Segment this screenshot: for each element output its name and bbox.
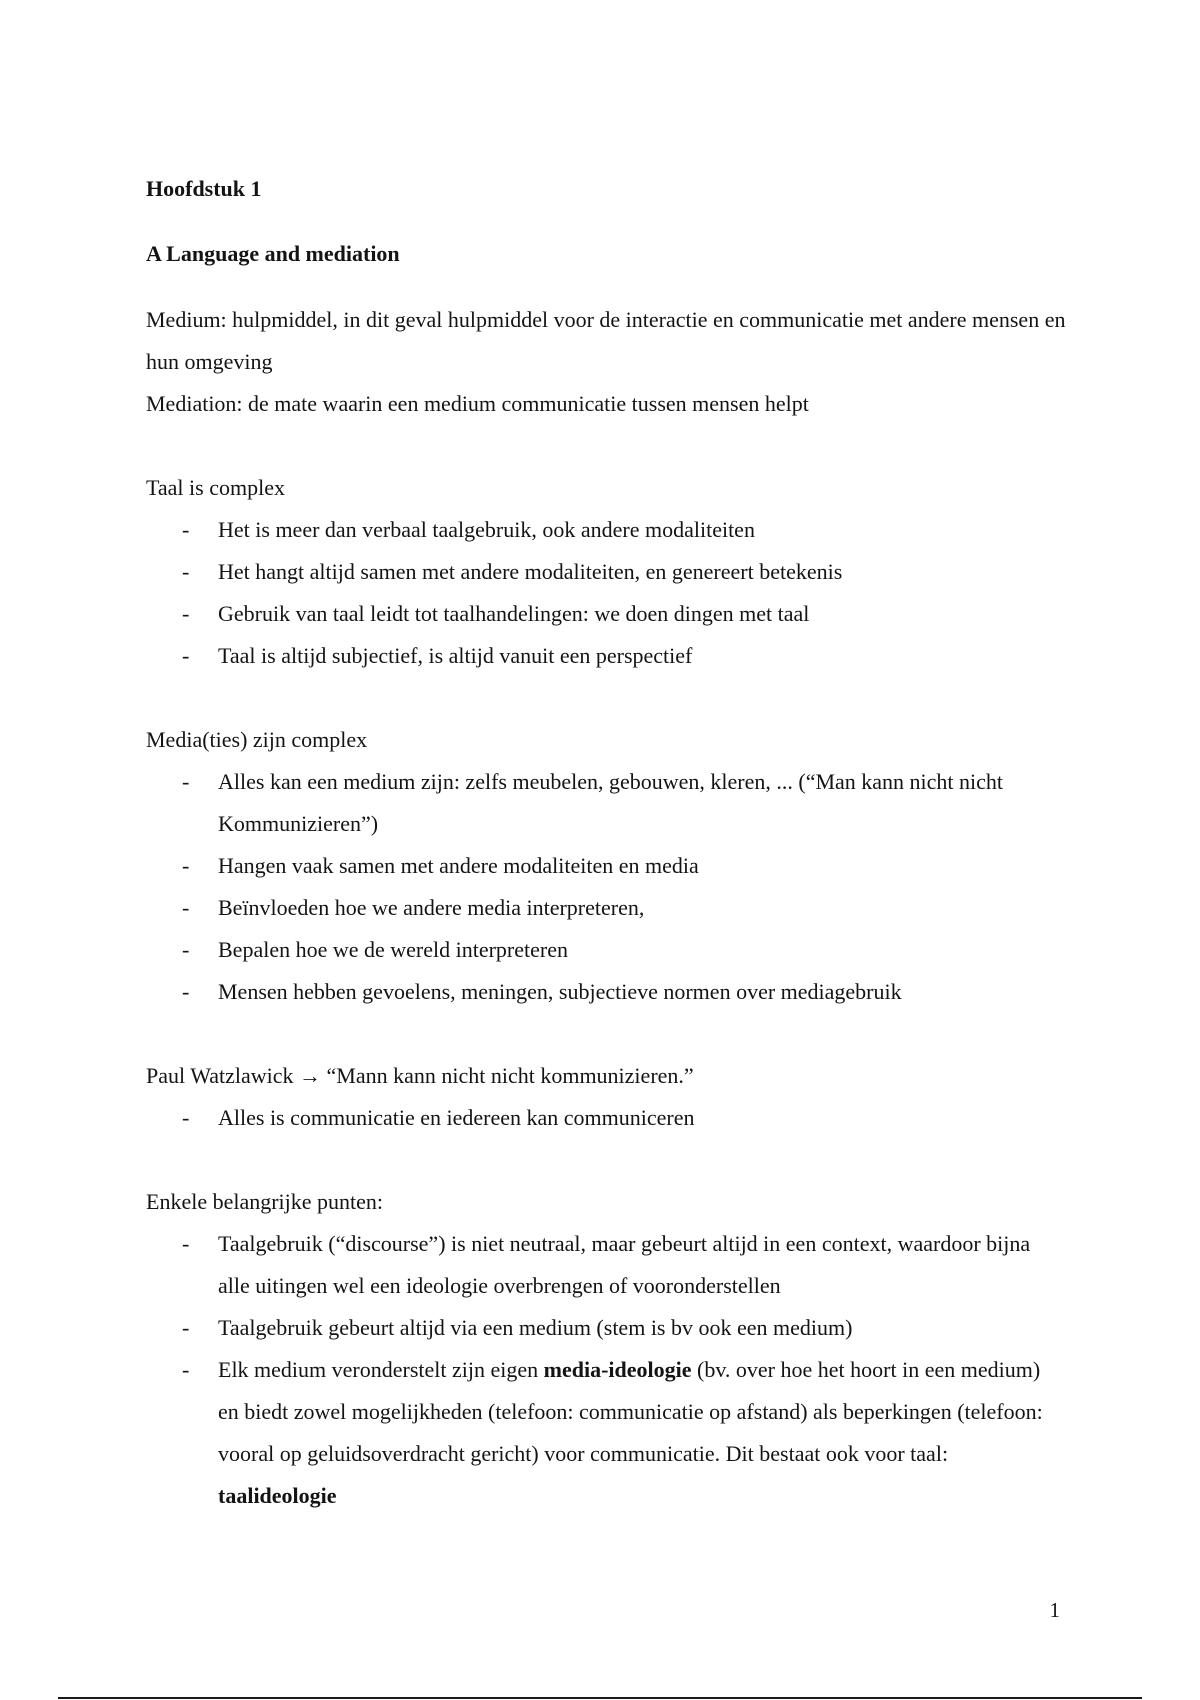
dash-marker: -: [182, 853, 190, 878]
definition-mediation: Mediation: de mate waarin een medium communicatie tussen mensen helpt: [146, 391, 809, 416]
list-item: [146, 929, 1066, 971]
list-item: [146, 1349, 1066, 1517]
list-item: [146, 1097, 1066, 1139]
watzlawick-intro: Paul Watzlawick → “Mann kann nicht nicht kommunizieren.”: [146, 1063, 694, 1088]
dash-marker: -: [182, 601, 190, 626]
list-item-text: Hangen vaak samen met andere modaliteiten en media: [218, 853, 699, 878]
dash-marker: -: [182, 1357, 190, 1382]
list-item: [146, 1307, 1066, 1349]
dash-marker: -: [182, 979, 190, 1004]
term-media-ideologie: media-ideologie: [543, 1357, 692, 1382]
list-item: [146, 551, 1066, 593]
footer-divider: [58, 1697, 1142, 1699]
list-item-text: Gebruik van taal leidt tot taalhandelingen: we doen dingen met taal: [218, 601, 810, 626]
section-title: A Language and mediation: [146, 241, 400, 266]
spacer: [146, 1139, 1066, 1181]
list-item-text: Het is meer dan verbaal taalgebruik, ook andere modaliteiten: [218, 517, 755, 542]
list-item: [146, 509, 1066, 551]
dash-marker: -: [182, 643, 190, 668]
list-item-text: Taalgebruik (“discourse”) is niet neutraal, maar gebeurt altijd in een context, waardoor bijna alle uitingen wel een ideologie overbrengen of vooronderstellen: [218, 1231, 1031, 1298]
spacer: [146, 425, 1066, 467]
taal-intro: Taal is complex: [146, 475, 285, 500]
media-intro: Media(ties) zijn complex: [146, 727, 368, 752]
punten-intro: Enkele belangrijke punten:: [146, 1189, 384, 1214]
dash-marker: -: [182, 1231, 190, 1256]
taal-list: [146, 509, 1066, 677]
document-body: [146, 168, 1066, 1517]
list-item: [146, 635, 1066, 677]
dash-marker: -: [182, 937, 190, 962]
list-item-text: Alles kan een medium zijn: zelfs meubelen, gebouwen, kleren, ... (“Man kann nicht nicht Kommunizieren”): [218, 769, 1004, 836]
list-item: [146, 971, 1066, 1013]
dash-marker: -: [182, 895, 190, 920]
list-item-text: Taal is altijd subjectief, is altijd vanuit een perspectief: [218, 643, 693, 668]
media-list: [146, 761, 1066, 1013]
list-item-text-part: Elk medium veronderstelt zijn eigen: [218, 1357, 544, 1382]
chapter-title: Hoofdstuk 1: [146, 176, 262, 201]
list-item-text: Bepalen hoe we de wereld interpreteren: [218, 937, 568, 962]
list-item: [146, 593, 1066, 635]
spacer: [146, 1013, 1066, 1055]
page-number: 1: [1049, 1598, 1060, 1622]
list-item-text: Taalgebruik gebeurt altijd via een medium (stem is bv ook een medium): [218, 1315, 853, 1340]
spacer: [146, 677, 1066, 719]
term-taalideologie: taalideologie: [218, 1483, 337, 1508]
list-item-text: Het hangt altijd samen met andere modaliteiten, en genereert betekenis: [218, 559, 843, 584]
list-item: [146, 845, 1066, 887]
list-item-text-part: (bv. over hoe het hoort in een medium) en biedt zowel mogelijkheden (telefoon: communicatie op afstand) als beperkingen (telefoon: vooral op geluidsoverdracht gericht) voor communicatie. Dit bestaat ook voor taal:: [218, 1357, 1043, 1466]
dash-marker: -: [182, 1315, 190, 1340]
list-item-text: Alles is communicatie en iedereen kan communiceren: [218, 1105, 695, 1130]
list-item: [146, 761, 1066, 845]
dash-marker: -: [182, 769, 190, 794]
dash-marker: -: [182, 517, 190, 542]
dash-marker: -: [182, 1105, 190, 1130]
list-item: [146, 1223, 1066, 1307]
punten-list: [146, 1223, 1066, 1517]
watzlawick-list: [146, 1097, 1066, 1139]
list-item: [146, 887, 1066, 929]
list-item-text: Mensen hebben gevoelens, meningen, subjectieve normen over mediagebruik: [218, 979, 902, 1004]
list-item-text: Beïnvloeden hoe we andere media interpreteren,: [218, 895, 645, 920]
definition-medium: Medium: hulpmiddel, in dit geval hulpmiddel voor de interactie en communicatie met andere mensen en hun omgeving: [146, 307, 1066, 374]
dash-marker: -: [182, 559, 190, 584]
